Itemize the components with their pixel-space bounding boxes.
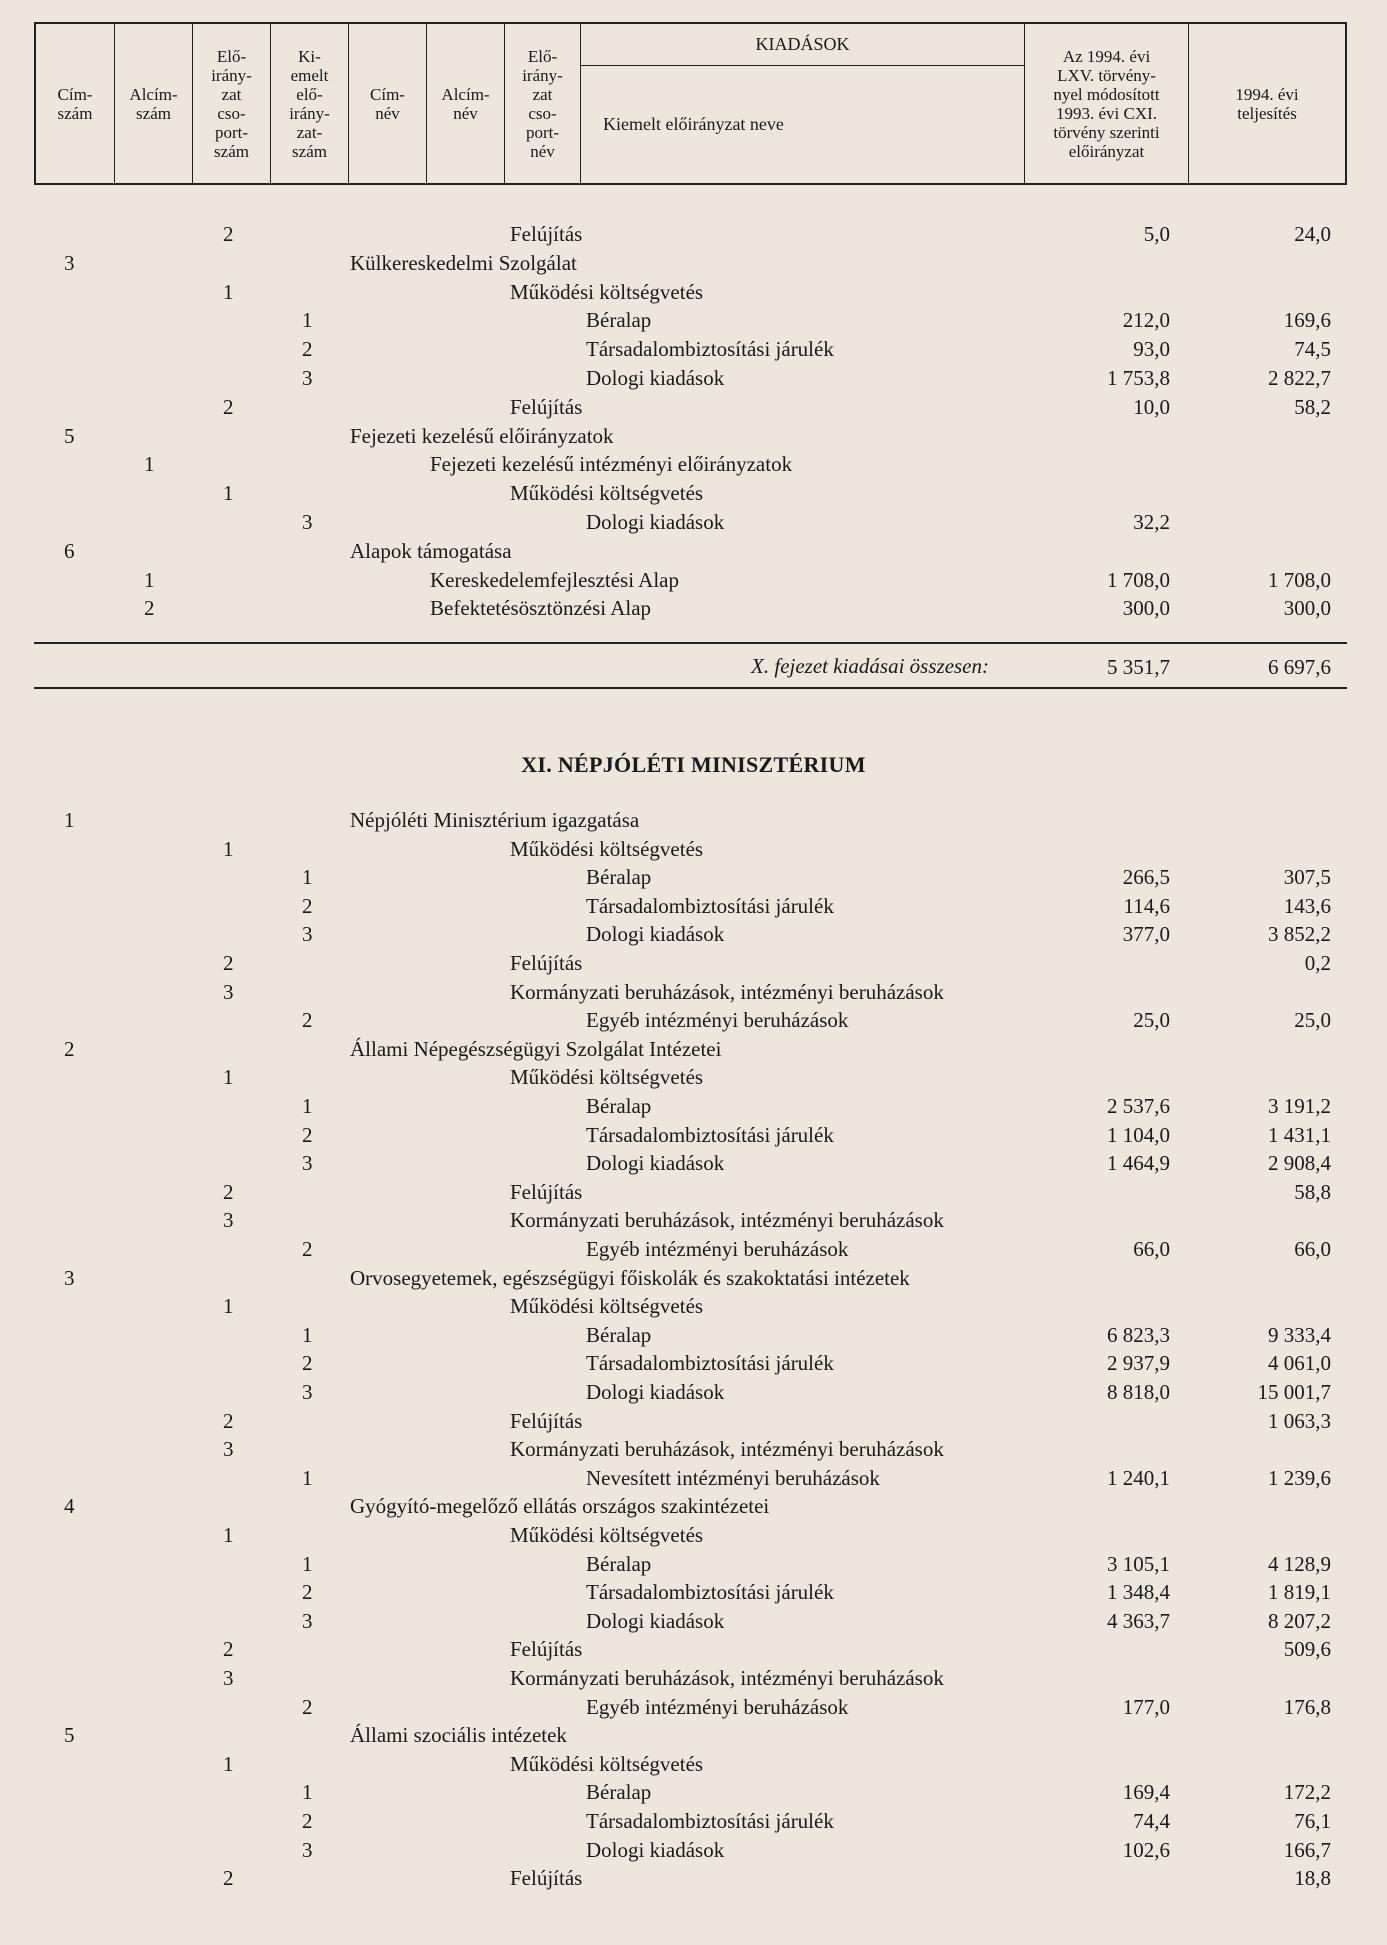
row-name: Társadalombiztosítási járulék (586, 1122, 834, 1147)
total-rule-top (34, 642, 1347, 644)
row-value-1994: 176,8 (1283, 1694, 1331, 1719)
row-code: 3 (223, 1208, 234, 1233)
header-eloiranyzat-csoportszam-label: Elő- irány- zat cso- port- szám (211, 46, 252, 161)
header-eloiranyzat-csoportszam (192, 24, 270, 183)
row-name: Kormányzati beruházások, intézményi beruházások (510, 1666, 944, 1690)
header-col-1993 (1024, 24, 1188, 183)
row-name: Egyéb intézményi beruházások (586, 1237, 849, 1261)
row-value-1994: 74,5 (1294, 337, 1331, 362)
row-value-1994: 1 063,3 (1268, 1408, 1331, 1433)
row-code: 1 (64, 808, 75, 832)
row-value-1994: 3 191,2 (1268, 1094, 1331, 1118)
row-value-1993: 93,0 (1133, 337, 1170, 362)
row-value-1994: 24,0 (1294, 222, 1331, 246)
row-value-1994: 66,0 (1294, 1237, 1331, 1261)
row-code: 2 (302, 1580, 313, 1605)
row-value-1993: 4 363,7 (1107, 1608, 1170, 1633)
row-value-1993: 3 105,1 (1107, 1551, 1170, 1576)
row-value-1994: 2 822,7 (1268, 366, 1331, 390)
row-value-1994: 2 908,4 (1268, 1151, 1331, 1176)
row-code: 2 (223, 1866, 234, 1891)
row-name: Kereskedelemfejlesztési Alap (430, 567, 679, 592)
row-name: Fejezeti kezelésű intézményi előirányzatok (430, 452, 793, 477)
row-code: 2 (302, 1008, 313, 1033)
row-name: Kormányzati beruházások, intézményi beruházások (510, 1437, 944, 1462)
header-kiemelt-eloiranyzat-neve-label: Kiemelt előirányzat neve (603, 114, 784, 134)
row-code: 2 (223, 1637, 234, 1662)
row-value-1994: 76,1 (1294, 1809, 1331, 1833)
row-code: 1 (302, 865, 313, 890)
row-code: 2 (223, 1179, 234, 1204)
row-value-1994: 169,6 (1283, 308, 1331, 333)
row-code: 3 (223, 1666, 234, 1690)
row-code: 1 (223, 836, 234, 861)
row-value-1993: 177,0 (1122, 1694, 1170, 1719)
row-code: 5 (64, 1723, 75, 1748)
row-code: 4 (64, 1494, 75, 1519)
row-value-1994: 307,5 (1283, 865, 1331, 890)
row-name: Állami Népegészségügyi Szolgálat Intézetei (350, 1036, 722, 1061)
row-name: Dologi kiadások (586, 510, 725, 534)
header-eloiranyzat-csoportnev (504, 24, 580, 183)
header-alcimszam-label: Alcím- szám (129, 84, 178, 123)
row-name: Béralap (586, 865, 652, 890)
row-value-1994: 0,2 (1304, 951, 1331, 975)
row-value-1994: 166,7 (1283, 1837, 1331, 1862)
row-name: Dologi kiadások (586, 1151, 725, 1176)
header-cimszam (36, 24, 114, 183)
row-name: Gyógyító-megelőző ellátás országos szakintézetei (350, 1494, 770, 1519)
row-name: Felújítás (510, 951, 583, 975)
row-code: 2 (302, 337, 313, 362)
row-code: 1 (302, 1551, 313, 1576)
row-value-1993: 25,0 (1133, 1008, 1170, 1033)
row-code: 3 (302, 1380, 313, 1404)
row-value-1994: 4 061,0 (1268, 1351, 1331, 1376)
row-value-1993: 1 753,8 (1107, 366, 1170, 390)
row-name: Működési költségvetés (510, 481, 704, 506)
row-code: 1 (144, 452, 155, 477)
row-name: Külkereskedelmi Szolgálat (350, 250, 577, 275)
row-name: Dologi kiadások (586, 1608, 725, 1633)
row-value-1993: 1 240,1 (1107, 1465, 1170, 1490)
row-name: Működési költségvetés (510, 1523, 704, 1547)
row-name: Béralap (586, 1322, 652, 1347)
row-value-1993: 1 104,0 (1107, 1122, 1170, 1147)
row-value-1994: 8 207,2 (1268, 1608, 1331, 1633)
row-value-1993: 1 348,4 (1107, 1580, 1170, 1605)
table-header (34, 22, 1347, 185)
row-value-1993: 10,0 (1133, 394, 1170, 419)
header-alcimszam (114, 24, 192, 183)
row-name: Alapok támogatása (350, 538, 512, 563)
row-code: 2 (144, 596, 155, 621)
header-kiemelt-eloiranyzat-neve (580, 66, 1024, 183)
row-name: Felújítás (510, 1408, 583, 1433)
row-code: 2 (302, 1809, 313, 1833)
header-kiemelt-eloiranyzat-szam (270, 24, 348, 183)
row-value-1994: 25,0 (1294, 1008, 1331, 1033)
row-name: Felújítás (510, 1866, 583, 1891)
row-code: 2 (223, 951, 234, 975)
row-value-1993: 1 708,0 (1107, 567, 1170, 592)
row-name: Társadalombiztosítási járulék (586, 1809, 834, 1833)
row-name: Felújítás (510, 394, 583, 419)
section-title: XI. NÉPJÓLÉTI MINISZTÉRIUM (521, 752, 866, 777)
row-code: 1 (302, 1780, 313, 1805)
row-value-1993: 2 937,9 (1107, 1351, 1170, 1376)
row-code: 3 (223, 979, 234, 1004)
row-code: 2 (302, 893, 313, 918)
header-alcimnev (426, 24, 504, 183)
total-value-1994: 6 697,6 (1268, 655, 1331, 679)
row-name: Dologi kiadások (586, 922, 725, 947)
row-code: 1 (223, 1065, 234, 1090)
row-name: Társadalombiztosítási járulék (586, 337, 834, 362)
row-value-1994: 3 852,2 (1268, 922, 1331, 947)
row-code: 1 (223, 481, 234, 506)
row-name: Béralap (586, 308, 652, 333)
row-name: Működési költségvetés (510, 1751, 704, 1776)
row-name: Népjóléti Minisztérium igazgatása (350, 808, 640, 832)
row-name: Felújítás (510, 1179, 583, 1204)
row-value-1994: 172,2 (1283, 1780, 1331, 1805)
row-name: Béralap (586, 1094, 652, 1118)
row-name: Egyéb intézményi beruházások (586, 1008, 849, 1033)
header-col-1993-label: Az 1994. évi LXV. törvény- nyel módosított 1993. évi CXI. törvény szerinti előirányzat (1053, 46, 1160, 161)
row-name: Társadalombiztosítási járulék (586, 893, 834, 918)
row-value-1993: 2 537,6 (1107, 1094, 1170, 1118)
row-value-1993: 74,4 (1133, 1809, 1170, 1833)
row-code: 2 (302, 1122, 313, 1147)
row-value-1993: 212,0 (1122, 308, 1170, 333)
row-value-1993: 66,0 (1133, 1237, 1170, 1261)
row-value-1993: 102,6 (1122, 1837, 1170, 1862)
row-code: 3 (302, 366, 313, 390)
row-value-1994: 143,6 (1283, 893, 1331, 918)
row-name: Orvosegyetemek, egészségügyi főiskolák és szakoktatási intézetek (350, 1265, 910, 1290)
row-code: 2 (223, 394, 234, 419)
row-value-1993: 114,6 (1123, 893, 1170, 918)
row-value-1994: 1 431,1 (1268, 1122, 1331, 1147)
row-code: 1 (302, 1094, 313, 1118)
row-name: Működési költségvetés (510, 1065, 704, 1090)
row-name: Működési költségvetés (510, 1294, 704, 1319)
row-code: 2 (64, 1036, 75, 1061)
row-value-1994: 1 239,6 (1268, 1465, 1331, 1490)
row-value-1993: 169,4 (1122, 1780, 1170, 1805)
row-code: 1 (223, 1294, 234, 1319)
row-code: 3 (223, 1437, 234, 1462)
row-value-1994: 4 128,9 (1268, 1551, 1331, 1576)
row-name: Működési költségvetés (510, 279, 704, 304)
row-code: 2 (223, 1408, 234, 1433)
row-name: Egyéb intézményi beruházások (586, 1694, 849, 1719)
row-name: Társadalombiztosítási járulék (586, 1351, 834, 1376)
row-code: 2 (302, 1694, 313, 1719)
row-code: 6 (64, 538, 75, 563)
row-value-1993: 300,0 (1122, 596, 1170, 621)
row-code: 1 (223, 1523, 234, 1547)
row-value-1994: 1 819,1 (1268, 1580, 1331, 1605)
header-cimszam-label: Cím- szám (57, 84, 93, 123)
row-name: Dologi kiadások (586, 366, 725, 390)
row-name: Felújítás (510, 222, 583, 246)
row-code: 3 (302, 510, 313, 534)
row-code: 1 (302, 308, 313, 333)
row-name: Nevesített intézményi beruházások (586, 1465, 880, 1490)
row-value-1993: 8 818,0 (1107, 1380, 1170, 1404)
header-eloiranyzat-csoportnev-label: Elő- irány- zat cso- port- név (522, 46, 563, 161)
row-code: 3 (302, 1151, 313, 1176)
row-code: 1 (302, 1465, 313, 1490)
row-code: 1 (223, 279, 234, 304)
row-code: 3 (302, 1837, 313, 1862)
row-value-1994: 18,8 (1294, 1866, 1331, 1891)
row-code: 3 (64, 1265, 75, 1290)
total-label: X. fejezet kiadásai összesen: (751, 654, 989, 678)
row-name: Befektetésösztönzési Alap (430, 596, 652, 621)
row-code: 2 (302, 1237, 313, 1261)
row-code: 3 (64, 250, 75, 275)
row-value-1993: 5,0 (1143, 222, 1170, 246)
total-rule-bottom (34, 687, 1347, 689)
row-value-1994: 15 001,7 (1257, 1380, 1331, 1404)
row-value-1994: 9 333,4 (1268, 1322, 1331, 1347)
row-code: 1 (302, 1322, 313, 1347)
row-name: Kormányzati beruházások, intézményi beruházások (510, 979, 944, 1004)
header-col-1994 (1188, 24, 1345, 183)
row-value-1994: 1 708,0 (1268, 567, 1331, 592)
row-code: 3 (302, 922, 313, 947)
row-code: 3 (302, 1608, 313, 1633)
row-value-1994: 58,2 (1294, 394, 1331, 419)
row-value-1993: 377,0 (1122, 922, 1170, 947)
row-name: Működési költségvetés (510, 836, 704, 861)
row-value-1994: 300,0 (1283, 596, 1331, 621)
row-value-1993: 1 464,9 (1107, 1151, 1170, 1176)
row-name: Dologi kiadások (586, 1837, 725, 1862)
row-code: 2 (223, 222, 234, 246)
header-cimnev (348, 24, 426, 183)
row-name: Társadalombiztosítási járulék (586, 1580, 834, 1605)
row-name: Béralap (586, 1780, 652, 1805)
row-value-1993: 266,5 (1122, 865, 1170, 890)
header-kiadasok-label: KIADÁSOK (755, 34, 850, 54)
row-name: Béralap (586, 1551, 652, 1576)
header-cimnev-label: Cím- név (370, 84, 405, 123)
row-value-1994: 58,8 (1294, 1179, 1331, 1204)
row-code: 2 (302, 1351, 313, 1376)
row-code: 5 (64, 423, 75, 448)
row-name: Kormányzati beruházások, intézményi beruházások (510, 1208, 944, 1233)
row-code: 1 (223, 1751, 234, 1776)
row-name: Állami szociális intézetek (350, 1723, 567, 1748)
row-code: 1 (144, 567, 155, 592)
total-value-1993: 5 351,7 (1107, 655, 1170, 679)
row-name: Fejezeti kezelésű előirányzatok (350, 423, 614, 448)
row-value-1993: 32,2 (1133, 510, 1170, 534)
row-value-1994: 509,6 (1283, 1637, 1331, 1662)
header-kiemelt-eloiranyzat-szam-label: Ki- emelt elő- irány- zat- szám (289, 46, 330, 161)
row-name: Felújítás (510, 1637, 583, 1662)
row-name: Dologi kiadások (586, 1380, 725, 1404)
header-col-1994-label: 1994. évi teljesítés (1235, 84, 1299, 123)
header-alcimnev-label: Alcím- név (441, 84, 490, 123)
header-kiadasok (580, 24, 1024, 66)
row-value-1993: 6 823,3 (1107, 1322, 1170, 1347)
